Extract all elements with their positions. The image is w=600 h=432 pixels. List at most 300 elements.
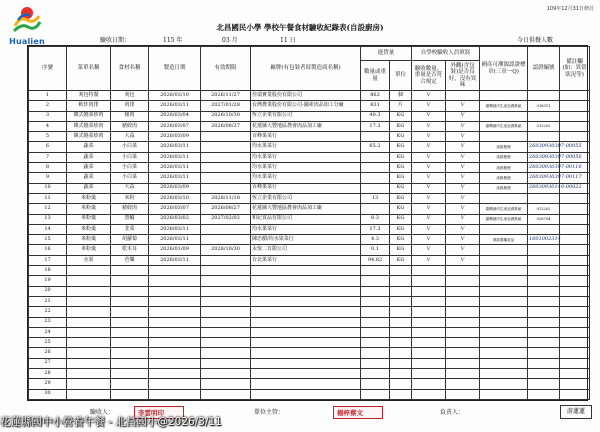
cell-check-qty [412,369,446,379]
cell-check-quality [446,296,480,306]
cell-seq: 5 [29,132,67,142]
col-vendor: 廠牌(有包裝者寫製造商名稱) [251,47,361,91]
cell-dish [67,327,111,337]
cell-expiry [201,142,251,152]
cell-unit [390,317,412,327]
cell-remarks [560,235,590,245]
cell-check-quality: V [446,214,480,224]
cell-cert-mark [480,338,528,348]
cell-mfg-date: 2026/03/02 [149,214,201,224]
cell-ingredient: 韭菜 [111,224,149,234]
table-row [29,379,590,389]
receiver-label: 驗收人： [90,409,115,416]
table-row [29,358,590,368]
hualien-logo-icon [12,6,42,34]
cell-remarks [560,358,590,368]
cell-seq: 8 [29,163,67,173]
cell-check-quality: V [446,224,480,234]
cell-remarks [560,307,590,317]
table-row [29,173,590,183]
cell-mfg-date [149,358,201,368]
cell-expiry [201,163,251,173]
cell-dish: 米粉羹 [67,235,111,245]
cell-cert-no [528,255,560,265]
cell-cert-mark [480,245,528,255]
cell-dish: 蔬菜 [67,142,111,152]
cell-remarks [560,101,590,111]
cell-expiry [201,348,251,358]
cell-mfg-date: 2026/03/04 [149,111,201,121]
cell-qty [361,389,390,399]
cell-remarks [560,296,590,306]
cell-expiry [201,317,251,327]
cell-expiry: 2026/08/27 [201,121,251,131]
table-row [29,152,590,162]
cell-cert-mark [480,132,528,142]
cell-seq: 6 [29,142,67,152]
cell-unit [390,276,412,286]
cell-expiry [201,296,251,306]
cell-ingredient [111,286,149,296]
cell-dish: 軟炸肉排 [67,101,111,111]
cell-qty [361,369,390,379]
cell-cert-no [528,286,560,296]
cell-cert-no [528,296,560,306]
cell-vendor: 均水果菜行 [251,152,361,162]
table-row [29,193,590,203]
cell-mfg-date: 2026/03/11 [149,224,201,234]
cell-vendor: 恆立企業有限公司 [251,111,361,121]
cell-check-qty: V [412,163,446,173]
cell-unit: KG [390,193,412,203]
cell-check-qty: V [412,91,446,101]
cell-expiry [201,338,251,348]
cell-expiry [201,379,251,389]
cell-cert-mark: 產銷履歷 [480,173,528,183]
cell-vendor [251,389,361,399]
cell-mfg-date: 2026/03/09 [149,132,201,142]
cell-dish: 蔬菜 [67,173,111,183]
cell-ingredient [111,317,149,327]
cell-mfg-date: 2026/03/07 [149,204,201,214]
cell-ingredient: 小白菜 [111,142,149,152]
cell-check-quality [446,307,480,317]
cell-dish [67,369,111,379]
cell-ingredient: 大蒜 [111,132,149,142]
cell-dish [67,389,111,399]
cell-remarks [560,348,590,358]
table-row [29,255,590,265]
cell-check-quality: V [446,173,480,183]
cell-seq: 20 [29,286,67,296]
table-row [29,389,590,399]
cell-vendor: 佳瑞實業股份有限公司 [251,91,361,101]
cell-check-quality [446,369,480,379]
cell-expiry: 2026/08/27 [201,204,251,214]
cell-seq: 4 [29,121,67,131]
cell-check-qty: V [412,255,446,265]
cell-remarks [560,369,590,379]
cell-mfg-date [149,296,201,306]
cell-check-quality: V [446,255,480,265]
cell-check-qty: V [412,152,446,162]
cell-remarks [560,286,590,296]
cell-qty: 13 [361,193,390,203]
cell-dish [67,276,111,286]
cell-check-qty: V [412,204,446,214]
cell-check-qty: V [412,245,446,255]
col-dish: 菜單名稱 [67,47,111,91]
cell-mfg-date [149,369,201,379]
watermark-caption: 花蓮縣國中小營養午餐 - 北昌國小@2026/3/11 [0,416,222,428]
cell-vendor [251,307,361,317]
cell-cert-mark: 臺灣豬肉生產追溯系統 [480,214,528,224]
cell-ingredient: 大蒜 [111,183,149,193]
cell-seq: 17 [29,255,67,265]
cell-unit: KG [390,132,412,142]
cell-qty [361,379,390,389]
cell-check-qty [412,379,446,389]
table-row [29,121,590,131]
cell-seq: 29 [29,379,67,389]
cell-dish: 米粉羹 [67,193,111,203]
cell-expiry [201,276,251,286]
cell-check-quality: V [446,193,480,203]
cell-cert-mark: 產銷履歷 [480,183,528,193]
cell-mfg-date [149,276,201,286]
cell-vendor: 台灣農業股份有限公司-國產肉品加工分廠 [251,101,361,111]
cell-check-quality [446,358,480,368]
cell-dish: 刈包特餐 [67,91,111,101]
cell-qty [361,286,390,296]
cell-mfg-date [149,389,201,399]
cell-remarks [560,266,590,276]
cell-remarks [560,317,590,327]
cell-seq: 27 [29,358,67,368]
cell-check-qty: V [412,101,446,111]
cell-qty: 862 [361,91,390,101]
cell-dish: 米粉羹 [67,214,111,224]
cell-vendor [251,348,361,358]
cell-seq: 30 [29,389,67,399]
table-row [29,286,590,296]
cell-mfg-date: 2026/03/11 [149,255,201,265]
cell-seq: 26 [29,348,67,358]
cell-ingredient [111,296,149,306]
cell-ingredient [111,358,149,368]
cell-cert-no: 1601002314 [528,235,560,245]
cell-expiry [201,183,251,193]
cell-unit [390,286,412,296]
cell-cert-mark [480,317,528,327]
inspection-table [27,45,588,401]
cell-unit: KG [390,111,412,121]
col-seq: 序號 [29,47,67,91]
cell-check-qty: V [412,214,446,224]
table-row [29,348,590,358]
cell-seq: 25 [29,338,67,348]
cell-qty: 65.2 [361,142,390,152]
cell-vendor: 均水果菜行 [251,224,361,234]
table-row [29,132,590,142]
cell-check-qty [412,286,446,296]
cell-dish: 韓式燒菜炒肉 [67,132,111,142]
cell-mfg-date: 2026/03/11 [149,152,201,162]
cell-vendor [251,296,361,306]
cell-cert-mark [480,296,528,306]
cell-qty [361,358,390,368]
cell-dish: 韓式燒菜炒肉 [67,121,111,131]
cell-unit: KG [390,163,412,173]
table-row [29,214,590,224]
cell-cert-mark: 產銷履歷 [480,152,528,162]
cell-remarks [560,379,590,389]
table-row [29,163,590,173]
cell-qty [361,296,390,306]
col-check-quality: 外觀(含包裝)是否良好，沒有異味 [446,61,480,91]
cell-check-qty [412,266,446,276]
cell-cert-no: 26030930397-00116 [528,163,560,173]
table-row [29,224,590,234]
cell-dish [67,286,111,296]
cell-check-quality [446,389,480,399]
cell-check-qty: V [412,132,446,142]
cell-dish: 蔬菜 [67,163,111,173]
meals-served-label: 今日供餐人數 [517,37,554,44]
cell-cert-mark [480,358,528,368]
cell-seq: 12 [29,204,67,214]
cell-seq: 7 [29,152,67,162]
cell-mfg-date [149,379,201,389]
cell-remarks [560,204,590,214]
cell-check-quality: V [446,183,480,193]
cell-remarks [560,132,590,142]
cell-unit: KG [390,183,412,193]
cell-check-qty [412,358,446,368]
cell-seq: 19 [29,276,67,286]
form-title: 北昌國民小學 學校午餐食材驗收紀錄表(自設廚房) [216,23,384,32]
cell-qty [361,317,390,327]
table-row [29,91,590,101]
cell-expiry: 2027/01/28 [201,101,251,111]
table-row [29,317,590,327]
cell-remarks [560,389,590,399]
cell-dish: 水果 [67,255,111,265]
cell-cert-mark [480,286,528,296]
cell-qty: 40.3 [361,111,390,121]
cell-cert-no [528,276,560,286]
cell-cert-mark: 臺灣豬肉生產追溯系統 [480,121,528,131]
logo-text: Hualien [9,37,45,46]
cell-ingredient: 黑輪 [111,214,149,224]
cell-vendor [251,276,361,286]
cell-check-quality: V [446,152,480,162]
cell-ingredient: 豬絞肉 [111,204,149,214]
cell-seq: 28 [29,369,67,379]
cell-cert-no [528,224,560,234]
cell-qty [361,338,390,348]
cell-cert-no [528,245,560,255]
cell-ingredient [111,307,149,317]
table-row [29,369,590,379]
cell-seq: 1 [29,91,67,101]
cell-check-qty: V [412,142,446,152]
cell-qty [361,307,390,317]
cell-remarks [560,224,590,234]
cell-vendor: 均水果菜行 [251,142,361,152]
cell-unit [390,296,412,306]
cell-cert-mark [480,91,528,101]
cell-vendor: 百峰果菜行 [251,132,361,142]
cell-cert-mark: 臺灣豬肉生產追溯系統 [480,204,528,214]
cell-remarks [560,121,590,131]
cell-expiry: 2026/11/27 [201,91,251,101]
cell-dish [67,348,111,358]
unit-head-stamp: 楊梓蔡文 [333,406,383,419]
cell-cert-no [528,132,560,142]
cell-expiry [201,327,251,337]
cell-unit: KG [390,224,412,234]
cell-check-quality: V [446,163,480,173]
cell-mfg-date: 2026/01/09 [149,245,201,255]
cell-check-quality [446,91,480,101]
cell-ingredient: 乾木耳 [111,245,149,255]
col-cert-no: 認證編號 [528,47,560,91]
cell-unit: KG [390,173,412,183]
cell-cert-mark [480,276,528,286]
cell-ingredient: 胡蘿蔔 [111,235,149,245]
cell-seq: 3 [29,111,67,121]
cell-ingredient [111,389,149,399]
cell-cert-no [528,193,560,203]
cell-ingredient [111,348,149,358]
cell-dish [67,266,111,276]
cell-cert-no: 26030930397-00117 [528,173,560,183]
cell-seq: 9 [29,173,67,183]
cell-expiry: 2028/11/18 [201,193,251,203]
cell-cert-mark [480,369,528,379]
cell-dish [67,338,111,348]
cell-mfg-date [149,286,201,296]
col-ingredient: 食材名稱 [111,47,149,91]
table-row [29,338,590,348]
cell-qty [361,276,390,286]
cell-mfg-date [149,348,201,358]
cell-vendor: 陳忠樹/均水果菜行 [251,235,361,245]
cell-ingredient [111,379,149,389]
cell-check-quality: V [446,204,480,214]
cell-qty: 831 [361,101,390,111]
cell-expiry [201,152,251,162]
inspection-year: 115 年 [163,37,183,44]
col-remarks: 備註欄(如：異常狀況等) [560,47,590,91]
cell-check-quality [446,338,480,348]
cell-expiry [201,255,251,265]
table-row [29,307,590,317]
cell-seq: 10 [29,183,67,193]
cell-check-quality [446,317,480,327]
cell-mfg-date: 2026/03/11 [149,173,201,183]
table-row [29,204,590,214]
col-mfg-date: 製造日期 [149,47,201,91]
table-row [29,101,590,111]
table-row [29,266,590,276]
cell-dish: 蔬菜 [67,183,111,193]
cell-cert-no [528,307,560,317]
cell-dish: 蔬菜 [67,152,111,162]
cell-check-quality: V [446,121,480,131]
cell-dish [67,379,111,389]
table-row [29,235,590,245]
cell-unit [390,358,412,368]
cell-cert-mark [480,193,528,203]
cell-unit [390,338,412,348]
cell-ingredient: 米粉 [111,193,149,203]
cell-qty: 4.3 [361,235,390,245]
cell-ingredient [111,327,149,337]
cell-dish [67,358,111,368]
cell-expiry [201,307,251,317]
cell-cert-no [528,338,560,348]
cell-mfg-date: 2026/03/10 [149,91,201,101]
cell-cert-mark [480,224,528,234]
cell-cert-mark: 產銷履歷 [480,163,528,173]
cell-cert-no: 26030930397-00055 [528,142,560,152]
cell-cert-no [528,369,560,379]
cell-check-qty [412,276,446,286]
cell-ingredient [111,276,149,286]
cell-cert-mark [480,255,528,265]
cell-qty [361,132,390,142]
cell-vendor [251,286,361,296]
cell-qty: 0.1 [361,245,390,255]
cell-mfg-date: 2026/03/07 [149,121,201,131]
cell-vendor [251,369,361,379]
cell-cert-no [528,111,560,121]
table-row [29,142,590,152]
cell-ingredient: 刈包 [111,91,149,101]
cell-ingredient [111,338,149,348]
cell-vendor: 恆立企業有限公司 [251,193,361,203]
cell-unit: KG [390,214,412,224]
cell-dish [67,307,111,317]
cell-check-quality: V [446,101,480,111]
cell-check-qty [412,348,446,358]
cell-mfg-date [149,266,201,276]
cell-cert-no: 26030930397-00056 [528,152,560,162]
revision-date: 109年12月31日修訂 [546,6,594,12]
cell-vendor: 花蓮縣大豐地區農會肉品加工廠 [251,121,361,131]
cell-remarks [560,327,590,337]
cell-cert-no [528,358,560,368]
cell-qty [361,327,390,337]
col-arrival-qty: 數量或重量 [361,61,390,91]
cell-unit [390,379,412,389]
cell-vendor [251,338,361,348]
cell-expiry [201,235,251,245]
inspection-day: 11 日 [280,37,296,44]
cell-cert-no: 026704 [528,214,560,224]
cell-qty [361,204,390,214]
cell-dish: 米粉羹 [67,204,111,214]
cell-check-quality: V [446,245,480,255]
cell-qty: 17.3 [361,224,390,234]
cell-ingredient: 豬肉 [111,111,149,121]
cell-qty [361,152,390,162]
cell-remarks [560,245,590,255]
cell-cert-mark: 臺灣豬肉生產追溯系統 [480,101,528,111]
cell-check-qty: V [412,173,446,183]
